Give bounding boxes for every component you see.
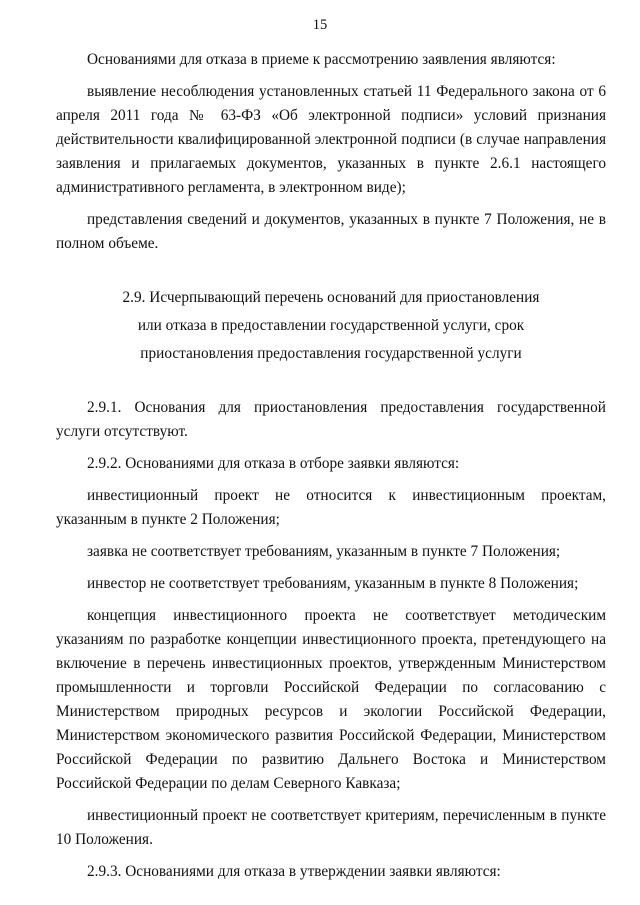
paragraph: инвестор не соответствует требованиям, указанным в пункте 8 Положения; bbox=[87, 575, 579, 592]
paragraph: выявление несоблюдения установленных статьей 11 Федерального закона от 6 апреля 2011 года № 63-ФЗ «Об электронной подписи» условий признания действительности квалифицированной электронной подписи (в случае направления заявления и прилагаемых документов, указанных в пункте 2.6.1 настоящего административного регламента, в электронном виде); bbox=[56, 83, 606, 196]
paragraph: инвестиционный проект не соответствует критериям, перечисленным в пункте 10 Положения. bbox=[56, 807, 606, 848]
paragraph: 2.9.1. Основания для приостановления предоставления государственной услуги отсутствуют. bbox=[56, 399, 606, 440]
paragraph: Основаниями для отказа в приеме к рассмотрению заявления являются: bbox=[87, 51, 556, 68]
paragraph: 2.9.2. Основаниями для отказа в отборе заявки являются: bbox=[87, 455, 460, 472]
paragraph: 2.9.3. Основаниями для отказа в утверждении заявки являются: bbox=[87, 863, 501, 880]
paragraph: представления сведений и документов, указанных в пункте 7 Положения, не в полном объеме. bbox=[56, 211, 606, 252]
paragraph: концепция инвестиционного проекта не соответствует методическим указаниям по разработке концепции инвестиционного проекта, претендующего на включение в перечень инвестиционных проектов, утвержденным Министерством промышленности и торговли Российской Федерации по согласованию с Министерством природных ресурсов и экологии Российской Федерации, Министерством экономического развития Российской Федерации, Министерством Российской Федерации по развитию Дальнего Востока и Министерством Российской Федерации по делам Северного Кавказа; bbox=[56, 607, 606, 792]
section-heading bbox=[56, 284, 606, 368]
section-heading-line: или отказа в предоставлении государственной услуги, срок bbox=[137, 317, 525, 334]
section-heading-line: приостановления предоставления государственной услуги bbox=[140, 345, 522, 362]
paragraph: заявка не соответствует требованиям, указанным в пункте 7 Положения; bbox=[87, 543, 561, 560]
document-body bbox=[56, 48, 606, 892]
paragraph: инвестиционный проект не относится к инвестиционным проектам, указанным в пункте 2 Положения; bbox=[56, 487, 606, 528]
page-number: 15 bbox=[312, 17, 328, 33]
section-heading-line: 2.9. Исчерпывающий перечень оснований для приостановления bbox=[122, 289, 540, 306]
